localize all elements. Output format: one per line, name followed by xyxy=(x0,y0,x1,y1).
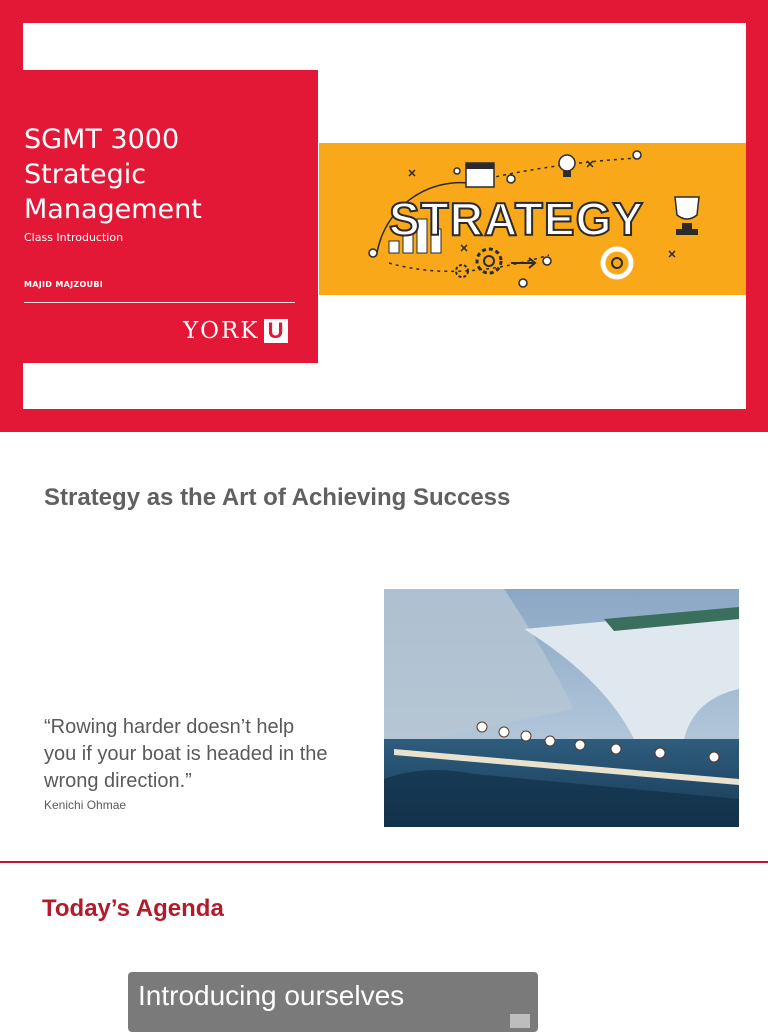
rowing-waterfall-photo xyxy=(384,589,739,827)
strategy-banner xyxy=(319,143,746,295)
strategy-word: STRATEGY xyxy=(389,193,645,245)
slide-subtitle: Class Introduction xyxy=(24,231,124,244)
expand-toggle-icon[interactable] xyxy=(510,1014,530,1028)
slide-title: Strategy as the Art of Achieving Success xyxy=(44,484,511,511)
strategy-illustration xyxy=(319,143,746,295)
target-icon xyxy=(603,249,631,277)
trophy-icon xyxy=(675,197,699,235)
title-divider xyxy=(24,302,295,303)
arrow-right-icon xyxy=(511,258,535,268)
logo-wordmark: YORK xyxy=(183,318,260,344)
presenter-name: MAJID MAJZOUBI xyxy=(24,280,104,289)
slide-separator xyxy=(0,861,768,863)
york-university-logo xyxy=(183,316,288,346)
logo-u-mark: U xyxy=(264,319,288,343)
agenda-item-card[interactable] xyxy=(128,972,538,1032)
agenda-item-label: Introducing ourselves xyxy=(138,980,405,1011)
calendar-icon xyxy=(466,163,494,187)
agenda-title: Today’s Agenda xyxy=(42,895,224,922)
course-title: SGMT 3000 Strategic Management xyxy=(24,124,202,225)
quote-text: “Rowing harder doesn’t help you if your boat is headed in the wrong direction.” xyxy=(44,716,328,792)
title-slide xyxy=(0,0,768,432)
light-bulb-icon xyxy=(559,155,575,177)
quote-author: Kenichi Ohmae xyxy=(44,798,127,812)
